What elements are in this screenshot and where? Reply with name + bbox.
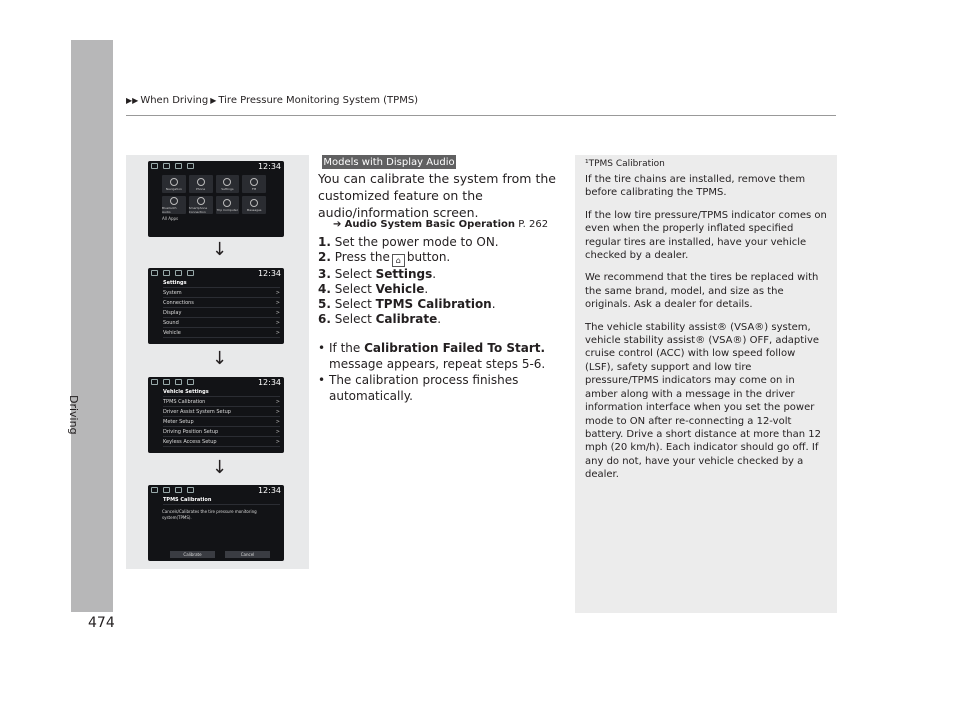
status-bar	[148, 161, 284, 171]
bluetooth-icon	[187, 379, 194, 385]
vehicle-settings-screen	[148, 377, 284, 453]
vehicle-item-keyless[interactable]: Keyless Access Setup >	[163, 437, 280, 447]
chevron-right-icon: >	[275, 299, 280, 306]
chevron-right-icon: >	[275, 319, 280, 326]
step-2: 2. Press the ⌂ button.	[318, 250, 451, 265]
page-number: 474	[88, 615, 115, 631]
bullet-list	[318, 340, 548, 404]
gear-icon	[223, 178, 231, 186]
mail-icon	[163, 270, 170, 276]
vehicle-settings-title: Vehicle Settings	[163, 387, 280, 397]
bluetooth-icon	[187, 163, 194, 169]
down-arrow-icon: ↓	[212, 239, 228, 260]
calibrate-button[interactable]: Calibrate	[170, 551, 215, 558]
settings-item-display[interactable]: Display >	[163, 308, 280, 318]
app-bluetooth-audio[interactable]: Bluetooth Audio	[162, 196, 186, 214]
model-badge: Models with Display Audio	[323, 156, 455, 168]
breadcrumb-tpms[interactable]: Tire Pressure Monitoring System (TPMS)	[218, 95, 419, 106]
breadcrumb	[126, 95, 418, 106]
step-4: 4. Select Vehicle.	[318, 282, 429, 296]
note-number-icon: ¹	[585, 159, 589, 169]
home-screen	[148, 161, 284, 237]
xref-page: P. 262	[518, 219, 549, 230]
intro-text: You can calibrate the system from the customized feature on the audio/information screen.	[318, 171, 556, 220]
step-1: 1. Set the power mode to ON.	[318, 235, 499, 249]
breadcrumb-when-driving[interactable]: When Driving	[140, 95, 209, 106]
settings-item-sound[interactable]: Sound >	[163, 318, 280, 328]
step-5: 5. Select TPMS Calibration.	[318, 297, 496, 311]
vehicle-item-driver-assist[interactable]: Driver Assist System Setup >	[163, 407, 280, 417]
status-bar	[148, 268, 284, 278]
chevron-right-icon: >	[275, 329, 280, 336]
note-paragraph: If the low tire pressure/TPMS indicator comes on even when the properly inflated specified regular tires are installed, have your vehicle checked by a dealer.	[585, 209, 827, 262]
tpms-calibration-screen	[148, 485, 284, 561]
mail-icon	[163, 487, 170, 493]
bluetooth-icon	[187, 487, 194, 493]
vehicle-item-driving-position[interactable]: Driving Position Setup >	[163, 427, 280, 437]
note-body	[585, 173, 827, 482]
breadcrumb-arrow-icon: ▶▶	[126, 96, 139, 105]
header-divider	[126, 115, 836, 116]
mail-icon	[163, 379, 170, 385]
note-title: ¹TPMS Calibration	[585, 159, 665, 169]
settings-item-connections[interactable]: Connections >	[163, 298, 280, 308]
app-smartphone-connection[interactable]: Smartphone Connection	[189, 196, 213, 214]
user-icon	[175, 270, 182, 276]
chevron-right-icon: >	[275, 438, 280, 445]
phone-icon	[151, 163, 158, 169]
screen-illustrations	[126, 155, 309, 569]
message-icon	[250, 199, 258, 207]
status-bar	[148, 377, 284, 387]
vehicle-item-tpms[interactable]: TPMS Calibration >	[163, 397, 280, 407]
app-settings[interactable]: Settings	[216, 175, 240, 193]
bullet-2: • The calibration process finishes automatically.	[318, 372, 548, 404]
note-paragraph: The vehicle stability assist® (VSA®) system, vehicle stability assist® (VSA®) OFF, adaptive cruise control (ACC) with low speed follow (LSF), safety support and low tire pressure/TPMS indicators may come on in amber along with a message in the driver information interface when you set the power mode to ON after re-connecting a 12-volt battery. Drive a short distance at more than 12 mph (20 km/h). Each indicator should go off. If any do not, have your vehicle checked by a dealer.	[585, 321, 821, 481]
phone-icon	[197, 178, 205, 186]
side-note	[575, 155, 837, 613]
chevron-right-icon: >	[275, 428, 280, 435]
clock: 12:34	[257, 377, 281, 387]
tpms-screen-title: TPMS Calibration	[163, 495, 280, 505]
chapter-label: Driving	[67, 395, 80, 435]
bullet-1: • If the Calibration Failed To Start. message appears, repeat steps 5-6.	[318, 340, 548, 372]
cancel-button[interactable]: Cancel	[225, 551, 270, 558]
app-trip-computer[interactable]: Trip Computer	[216, 196, 240, 214]
cross-reference[interactable]	[333, 219, 548, 230]
all-apps-button[interactable]: All Apps	[162, 216, 179, 221]
user-icon	[175, 487, 182, 493]
phone-icon	[151, 487, 158, 493]
app-navigation[interactable]: Navigation	[162, 175, 186, 193]
chevron-right-icon: >	[275, 289, 280, 296]
clock: 12:34	[257, 485, 281, 495]
chevron-right-icon: >	[275, 418, 280, 425]
step-6: 6. Select Calibrate.	[318, 312, 442, 326]
step-3: 3. Select Settings.	[318, 267, 437, 281]
tpms-screen-buttons	[170, 551, 270, 558]
user-icon	[175, 163, 182, 169]
step-list	[318, 235, 568, 327]
bluetooth-icon	[170, 197, 178, 205]
app-phone[interactable]: Phone	[189, 175, 213, 193]
xref-arrow-icon: ➔	[333, 219, 342, 230]
settings-item-system[interactable]: System >	[163, 288, 280, 298]
status-bar	[148, 485, 284, 495]
note-paragraph: We recommend that the tires be replaced with the same brand, model, and size as the originals. Ask a dealer for details.	[585, 272, 819, 311]
app-grid	[148, 171, 284, 216]
xref-title: Audio System Basic Operation	[344, 219, 515, 230]
home-button-icon: ⌂	[392, 254, 405, 267]
app-messages[interactable]: Messages	[242, 196, 266, 214]
navigation-icon	[170, 178, 178, 186]
down-arrow-icon: ↓	[212, 348, 228, 369]
note-paragraph: If the tire chains are installed, remove them before calibrating the TPMS.	[585, 174, 806, 199]
settings-screen	[148, 268, 284, 344]
phone-icon	[151, 270, 158, 276]
chevron-right-icon: >	[275, 408, 280, 415]
settings-title: Settings	[163, 278, 280, 288]
breadcrumb-arrow-icon: ▶	[210, 96, 217, 105]
trip-icon	[223, 199, 231, 207]
down-arrow-icon: ↓	[212, 457, 228, 478]
vehicle-item-meter[interactable]: Meter Setup >	[163, 417, 280, 427]
radio-icon	[250, 178, 258, 186]
chevron-right-icon: >	[275, 398, 280, 405]
tpms-screen-description: Cancels/Calibrates the tire pressure monitoring system(TPMS).	[162, 509, 257, 520]
chapter-tab	[71, 40, 113, 612]
bluetooth-icon	[187, 270, 194, 276]
phone-icon	[151, 379, 158, 385]
chevron-right-icon: >	[275, 309, 280, 316]
app-fm[interactable]: FM	[242, 175, 266, 193]
settings-item-vehicle[interactable]: Vehicle >	[163, 328, 280, 338]
clock: 12:34	[257, 161, 281, 171]
clock: 12:34	[257, 268, 281, 278]
smartphone-icon	[197, 197, 205, 205]
user-icon	[175, 379, 182, 385]
mail-icon	[163, 163, 170, 169]
